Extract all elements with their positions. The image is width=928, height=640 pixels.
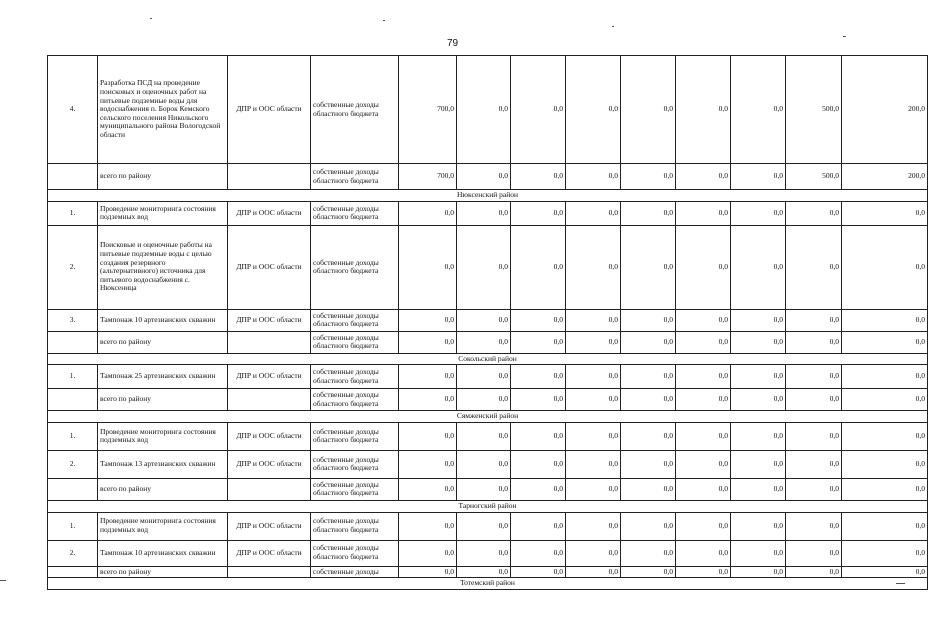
amount-cell: 700,0	[399, 56, 457, 164]
district-row	[48, 353, 928, 365]
table-row	[48, 225, 928, 309]
work-description: Проведение мониторинга состояния подземных вод	[98, 201, 228, 225]
amount-cell: 0,0	[842, 450, 928, 478]
amount-cell: 0,0	[621, 450, 676, 478]
district-row	[48, 190, 928, 202]
amount-cell: 0,0	[511, 331, 566, 353]
amount-cell: 0,0	[731, 201, 786, 225]
work-description: Тампонаж 10 артезианских скважин	[98, 309, 228, 331]
total-row	[48, 478, 928, 500]
scan-mark	[843, 36, 846, 37]
amount-cell: 200,0	[842, 164, 928, 190]
amount-cell: 0,0	[511, 164, 566, 190]
scan-mark	[383, 20, 385, 21]
amount-cell: 0,0	[399, 365, 457, 389]
amount-cell: 0,0	[566, 201, 621, 225]
executor-cell	[228, 478, 311, 500]
executor-cell	[228, 566, 311, 578]
amount-cell: 0,0	[842, 512, 928, 540]
amount-cell: 0,0	[786, 225, 842, 309]
amount-cell: 0,0	[731, 389, 786, 411]
amount-cell: 0,0	[731, 56, 786, 164]
row-number	[48, 478, 98, 500]
scan-mark	[612, 26, 614, 27]
district-name: Сокольский район	[48, 353, 928, 365]
amount-cell: 0,0	[786, 331, 842, 353]
amount-cell: 0,0	[566, 566, 621, 578]
executor-cell	[228, 389, 311, 411]
table-row	[48, 512, 928, 540]
amount-cell: 0,0	[731, 365, 786, 389]
work-description: Тампонаж 13 артезианских скважин	[98, 450, 228, 478]
funding-source: собственные доходы областного бюджета	[311, 422, 399, 450]
funding-source: собственные доходы областного бюджета	[311, 201, 399, 225]
amount-cell: 0,0	[457, 225, 511, 309]
amount-cell: 700,0	[399, 164, 457, 190]
budget-table	[47, 55, 928, 590]
amount-cell: 0,0	[786, 389, 842, 411]
amount-cell: 0,0	[621, 309, 676, 331]
row-number	[48, 331, 98, 353]
district-name: Нюксенский район	[48, 190, 928, 202]
amount-cell: 0,0	[842, 201, 928, 225]
amount-cell: 0,0	[511, 422, 566, 450]
amount-cell: 0,0	[676, 201, 731, 225]
amount-cell: 0,0	[511, 225, 566, 309]
amount-cell: 500,0	[786, 164, 842, 190]
amount-cell: 0,0	[457, 450, 511, 478]
amount-cell: 0,0	[457, 309, 511, 331]
amount-cell: 0,0	[566, 450, 621, 478]
table-row	[48, 365, 928, 389]
amount-cell: 0,0	[511, 365, 566, 389]
amount-cell: 0,0	[621, 512, 676, 540]
amount-cell: 0,0	[566, 331, 621, 353]
executor-cell: ДПР и ООС области	[228, 450, 311, 478]
amount-cell: 0,0	[731, 512, 786, 540]
amount-cell: 0,0	[676, 309, 731, 331]
work-description: всего по району	[98, 389, 228, 411]
amount-cell: 0,0	[621, 540, 676, 566]
amount-cell: 0,0	[511, 540, 566, 566]
row-number	[48, 566, 98, 578]
row-number	[48, 164, 98, 190]
amount-cell: 0,0	[566, 478, 621, 500]
amount-cell: 0,0	[786, 540, 842, 566]
row-number: 1.	[48, 365, 98, 389]
amount-cell: 0,0	[457, 365, 511, 389]
amount-cell: 0,0	[399, 201, 457, 225]
amount-cell: 0,0	[676, 389, 731, 411]
amount-cell: 0,0	[786, 450, 842, 478]
amount-cell: 0,0	[511, 478, 566, 500]
amount-cell: 0,0	[457, 478, 511, 500]
amount-cell: 0,0	[511, 512, 566, 540]
amount-cell: 0,0	[786, 566, 842, 578]
amount-cell: 0,0	[457, 512, 511, 540]
amount-cell: 0,0	[566, 389, 621, 411]
amount-cell: 0,0	[676, 512, 731, 540]
funding-source: собственные доходы областного бюджета	[311, 450, 399, 478]
amount-cell: 0,0	[842, 422, 928, 450]
district-row	[48, 411, 928, 423]
executor-cell: ДПР и ООС области	[228, 201, 311, 225]
amount-cell: 0,0	[676, 164, 731, 190]
amount-cell: 0,0	[399, 422, 457, 450]
funding-source: собственные доходы областного бюджета	[311, 164, 399, 190]
amount-cell: 0,0	[676, 56, 731, 164]
amount-cell: 0,0	[511, 566, 566, 578]
executor-cell	[228, 331, 311, 353]
amount-cell: 0,0	[621, 164, 676, 190]
amount-cell: 0,0	[731, 566, 786, 578]
table-row	[48, 309, 928, 331]
scan-mark	[150, 18, 152, 19]
amount-cell: 0,0	[621, 422, 676, 450]
amount-cell: 0,0	[566, 512, 621, 540]
amount-cell: 0,0	[786, 309, 842, 331]
amount-cell: 0,0	[457, 566, 511, 578]
executor-cell: ДПР и ООС области	[228, 422, 311, 450]
funding-source: собственные доходы областного бюджета	[311, 540, 399, 566]
amount-cell: 0,0	[566, 225, 621, 309]
amount-cell: 0,0	[842, 540, 928, 566]
work-description: Тампонаж 25 артезианских скважин	[98, 365, 228, 389]
executor-cell	[228, 164, 311, 190]
funding-source: собственные доходы областного бюджета	[311, 309, 399, 331]
amount-cell: 0,0	[399, 512, 457, 540]
amount-cell: 0,0	[511, 56, 566, 164]
amount-cell: 0,0	[842, 225, 928, 309]
amount-cell: 0,0	[457, 56, 511, 164]
amount-cell: 0,0	[621, 478, 676, 500]
district-name: Тарногский район	[48, 500, 928, 512]
amount-cell: 0,0	[786, 201, 842, 225]
amount-cell: 0,0	[731, 331, 786, 353]
row-number	[48, 389, 98, 411]
amount-cell: 0,0	[676, 566, 731, 578]
funding-source: собственные доходы областного бюджета	[311, 225, 399, 309]
amount-cell: 0,0	[731, 309, 786, 331]
executor-cell: ДПР и ООС области	[228, 225, 311, 309]
work-description: Поисковые и оценочные работы на питьевые подземные воды с целью создания резервного (альтернативного) источника для питьевого водоснабжения с. Нюксеница	[98, 225, 228, 309]
funding-source: собственные доходы областного бюджета	[311, 389, 399, 411]
table-row	[48, 422, 928, 450]
amount-cell: 0,0	[676, 365, 731, 389]
amount-cell: 0,0	[676, 540, 731, 566]
amount-cell: 0,0	[566, 164, 621, 190]
amount-cell: 0,0	[621, 389, 676, 411]
amount-cell: 0,0	[566, 422, 621, 450]
amount-cell: 0,0	[731, 478, 786, 500]
amount-cell: 0,0	[786, 422, 842, 450]
work-description: Разработка ПСД на проведение поисковых и оценочных работ на питьевые подземные воды для водоснабжения п. Борок Кемского сельского поселения Никольского муниципального района Вологодской области	[98, 56, 228, 164]
amount-cell: 0,0	[511, 201, 566, 225]
amount-cell: 0,0	[399, 389, 457, 411]
executor-cell: ДПР и ООС области	[228, 512, 311, 540]
work-description: Проведение мониторинга состояния подземных вод	[98, 512, 228, 540]
district-row	[48, 578, 928, 590]
row-number: 1.	[48, 201, 98, 225]
row-number: 2.	[48, 225, 98, 309]
work-description: всего по району	[98, 478, 228, 500]
scan-mark	[0, 580, 6, 581]
page-number: 79	[446, 38, 459, 49]
funding-source: собственные доходы областного бюджета	[311, 365, 399, 389]
district-name: Сямженский район	[48, 411, 928, 423]
amount-cell: 0,0	[399, 566, 457, 578]
amount-cell: 0,0	[566, 309, 621, 331]
total-row	[48, 331, 928, 353]
row-number: 1.	[48, 422, 98, 450]
amount-cell: 0,0	[399, 450, 457, 478]
executor-cell: ДПР и ООС области	[228, 540, 311, 566]
amount-cell: 0,0	[842, 566, 928, 578]
row-number: 2.	[48, 450, 98, 478]
row-number: 2.	[48, 540, 98, 566]
amount-cell: 0,0	[786, 478, 842, 500]
amount-cell: 0,0	[399, 309, 457, 331]
table-row	[48, 201, 928, 225]
amount-cell: 0,0	[731, 450, 786, 478]
funding-source: собственные доходы областного бюджета	[311, 512, 399, 540]
amount-cell: 0,0	[731, 422, 786, 450]
executor-cell: ДПР и ООС области	[228, 309, 311, 331]
amount-cell: 0,0	[511, 389, 566, 411]
amount-cell: 0,0	[399, 540, 457, 566]
row-number: 3.	[48, 309, 98, 331]
row-number: 1.	[48, 512, 98, 540]
amount-cell: 0,0	[621, 566, 676, 578]
funding-source: собственные доходы областного бюджета	[311, 331, 399, 353]
amount-cell: 0,0	[621, 365, 676, 389]
amount-cell: 0,0	[566, 365, 621, 389]
amount-cell: 200,0	[842, 56, 928, 164]
amount-cell: 0,0	[786, 512, 842, 540]
work-description: всего по району	[98, 331, 228, 353]
amount-cell: 0,0	[842, 309, 928, 331]
amount-cell: 0,0	[676, 478, 731, 500]
amount-cell: 0,0	[457, 389, 511, 411]
amount-cell: 0,0	[399, 331, 457, 353]
total-row	[48, 389, 928, 411]
amount-cell: 500,0	[786, 56, 842, 164]
amount-cell: 0,0	[511, 309, 566, 331]
amount-cell: 0,0	[842, 365, 928, 389]
amount-cell: 0,0	[457, 422, 511, 450]
amount-cell: 0,0	[786, 365, 842, 389]
funding-source: собственные доходы	[311, 566, 399, 578]
executor-cell: ДПР и ООС области	[228, 56, 311, 164]
table-row	[48, 540, 928, 566]
amount-cell: 0,0	[731, 225, 786, 309]
district-name: Тотемский район	[48, 578, 928, 590]
amount-cell: 0,0	[676, 422, 731, 450]
amount-cell: 0,0	[566, 56, 621, 164]
amount-cell: 0,0	[731, 164, 786, 190]
work-description: всего по району	[98, 164, 228, 190]
table-row	[48, 450, 928, 478]
work-description: Проведение мониторинга состояния подземных вод	[98, 422, 228, 450]
amount-cell: 0,0	[399, 478, 457, 500]
amount-cell: 0,0	[457, 201, 511, 225]
amount-cell: 0,0	[676, 450, 731, 478]
amount-cell: 0,0	[621, 201, 676, 225]
amount-cell: 0,0	[621, 56, 676, 164]
amount-cell: 0,0	[399, 225, 457, 309]
row-number: 4.	[48, 56, 98, 164]
amount-cell: 0,0	[621, 331, 676, 353]
amount-cell: 0,0	[457, 331, 511, 353]
amount-cell: 0,0	[511, 450, 566, 478]
amount-cell: 0,0	[676, 225, 731, 309]
amount-cell: 0,0	[566, 540, 621, 566]
amount-cell: 0,0	[842, 478, 928, 500]
district-row	[48, 500, 928, 512]
amount-cell: 0,0	[842, 331, 928, 353]
amount-cell: 0,0	[457, 540, 511, 566]
funding-source: собственные доходы областного бюджета	[311, 478, 399, 500]
amount-cell: 0,0	[842, 389, 928, 411]
funding-source: собственные доходы областного бюджета	[311, 56, 399, 164]
work-description: Тампонаж 10 артезианских скважин	[98, 540, 228, 566]
amount-cell: 0,0	[676, 331, 731, 353]
amount-cell: 0,0	[731, 540, 786, 566]
executor-cell: ДПР и ООС области	[228, 365, 311, 389]
table-row	[48, 56, 928, 164]
amount-cell: 0,0	[621, 225, 676, 309]
total-row	[48, 566, 928, 578]
work-description: всего по району	[98, 566, 228, 578]
amount-cell: 0,0	[457, 164, 511, 190]
total-row	[48, 164, 928, 190]
